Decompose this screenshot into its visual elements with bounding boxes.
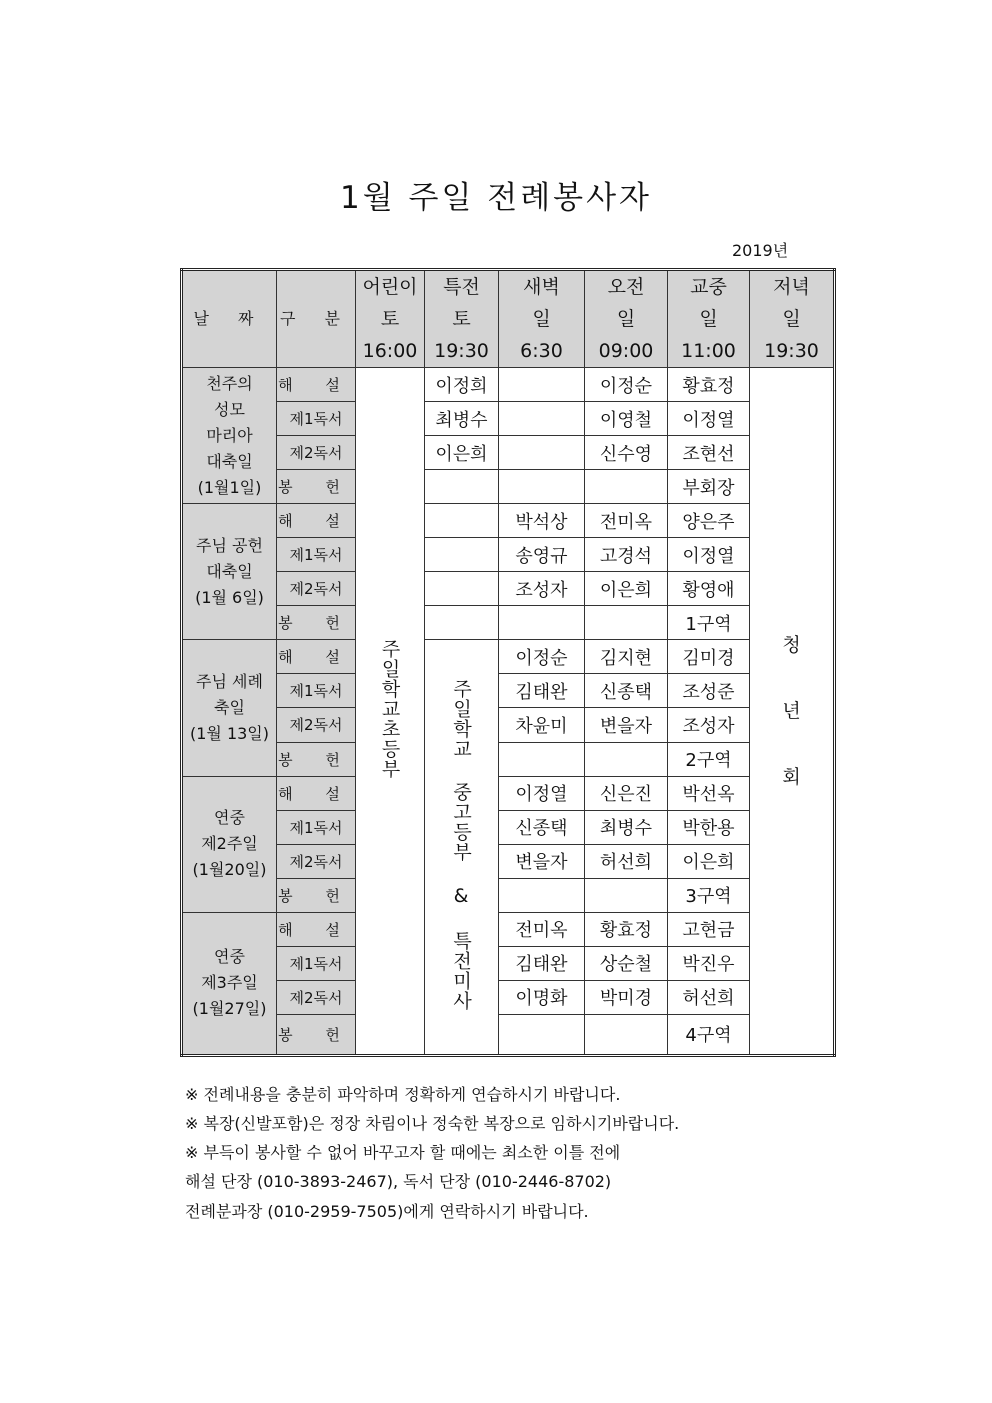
table-row [182,708,835,742]
page-title: 1월 주일 전례봉사자 [340,180,652,216]
cell-main: 양은주 [668,504,750,538]
table-row [182,368,835,402]
cell-main: 부회장 [668,470,750,504]
cell-dawn [499,402,585,436]
role-offering: 봉 헌 [277,606,356,640]
table-row [182,1014,835,1055]
cell-morning: 이영철 [585,402,668,436]
cell-main: 황효정 [668,368,750,402]
cell-morning: 상순철 [585,946,668,980]
cell-saturday [425,606,499,640]
role-reader1: 제1독서 [277,538,356,572]
cell-dawn [499,368,585,402]
table-row [182,776,835,810]
cell-main: 이은희 [668,844,750,878]
cell-main: 고현금 [668,912,750,946]
cell-main: 김미경 [668,640,750,674]
cell-dawn: 이정순 [499,640,585,674]
cell-morning: 박미경 [585,980,668,1014]
role-offering: 봉 헌 [277,1014,356,1055]
cell-morning: 김지현 [585,640,668,674]
table-row [182,606,835,640]
children-mass-label: 주일학교초등부 [378,639,401,779]
children-mass-merged [356,368,425,1056]
cell-dawn: 조성자 [499,572,585,606]
cell-main: 박한용 [668,810,750,844]
table-row [182,504,835,538]
cell-saturday: 이정희 [425,368,499,402]
table-row [182,742,835,776]
cell-main: 박선옥 [668,776,750,810]
cell-morning [585,878,668,912]
role-commentary: 해 설 [277,640,356,674]
role-offering: 봉 헌 [277,878,356,912]
table-row [182,878,835,912]
date-cell: 주님 공헌 대축일 (1월 6일) [182,504,277,640]
cell-morning: 신은진 [585,776,668,810]
note-line: ※ 전례내용을 충분히 파악하며 정확하게 연습하시기 바랍니다. [185,1085,621,1104]
table-row [182,572,835,606]
table-row [182,946,835,980]
header-date: 날 짜 [182,270,277,368]
header-category: 구 분 [277,270,356,368]
role-reader1: 제1독서 [277,946,356,980]
cell-dawn: 신종택 [499,810,585,844]
cell-dawn: 변을자 [499,844,585,878]
role-reader2: 제2독서 [277,708,356,742]
schedule-table [180,268,836,1057]
cell-main: 4구역 [668,1014,750,1055]
cell-morning: 최병수 [585,810,668,844]
cell-dawn: 김태완 [499,674,585,708]
cell-dawn: 박석상 [499,504,585,538]
table-row [182,912,835,946]
role-commentary: 해 설 [277,776,356,810]
header-row [182,270,835,368]
table-row [182,538,835,572]
cell-main: 이정열 [668,402,750,436]
table-row [182,980,835,1014]
cell-dawn: 송영규 [499,538,585,572]
role-reader2: 제2독서 [277,980,356,1014]
cell-dawn [499,1014,585,1055]
note-line: 전례분과장 (010-2959-7505)에게 연락하시기 바랍니다. [185,1202,589,1221]
role-reader2: 제2독서 [277,436,356,470]
cell-morning [585,606,668,640]
role-commentary: 해 설 [277,504,356,538]
cell-morning [585,1014,668,1055]
cell-morning: 황효정 [585,912,668,946]
evening-mass-merged: 청 년 회 [750,368,835,1056]
note-line: ※ 부득이 봉사할 수 없어 바꾸고자 할 때에는 최소한 이틀 전에 [185,1143,621,1162]
cell-main: 박진우 [668,946,750,980]
role-offering: 봉 헌 [277,470,356,504]
cell-dawn [499,470,585,504]
cell-saturday [425,470,499,504]
cell-main: 1구역 [668,606,750,640]
cell-morning: 전미옥 [585,504,668,538]
cell-saturday [425,504,499,538]
cell-saturday: 최병수 [425,402,499,436]
cell-morning [585,470,668,504]
date-cell: 연중 제2주일 (1월20일) [182,776,277,912]
header-mass-children: 어린이 토 16:00 [356,270,425,368]
note-line: 해설 단장 (010-3893-2467), 독서 단장 (010-2446-8702) [185,1172,612,1191]
date-cell: 주님 세례 축일 (1월 13일) [182,640,277,776]
cell-morning: 이정순 [585,368,668,402]
role-commentary: 해 설 [277,912,356,946]
cell-morning: 변을자 [585,708,668,742]
cell-main: 3구역 [668,878,750,912]
cell-main: 허선희 [668,980,750,1014]
cell-morning [585,742,668,776]
table-row [182,810,835,844]
cell-main: 황영애 [668,572,750,606]
header-mass-saturday: 특전 토 19:30 [425,270,499,368]
cell-dawn [499,742,585,776]
cell-main: 조성자 [668,708,750,742]
role-commentary: 해 설 [277,368,356,402]
date-cell: 연중 제3주일 (1월27일) [182,912,277,1055]
role-reader2: 제2독서 [277,572,356,606]
role-reader2: 제2독서 [277,844,356,878]
cell-morning: 이은희 [585,572,668,606]
cell-dawn: 차윤미 [499,708,585,742]
cell-main: 조성준 [668,674,750,708]
table-row [182,436,835,470]
cell-dawn: 이정열 [499,776,585,810]
cell-morning: 고경석 [585,538,668,572]
cell-dawn [499,878,585,912]
cell-morning: 신수영 [585,436,668,470]
table-row [182,470,835,504]
cell-morning: 신종택 [585,674,668,708]
note-line: ※ 복장(신발포함)은 정장 차림이나 정숙한 복장으로 임하시기바랍니다. [185,1114,680,1133]
notes [185,1080,905,1228]
cell-dawn: 김태완 [499,946,585,980]
cell-main: 이정열 [668,538,750,572]
cell-dawn [499,436,585,470]
table-row [182,844,835,878]
cell-saturday: 이은희 [425,436,499,470]
cell-dawn: 전미옥 [499,912,585,946]
cell-morning: 허선희 [585,844,668,878]
role-reader1: 제1독서 [277,402,356,436]
saturday-mass-label: 주일학교 중고등부 & 특전미사 [450,679,472,1012]
cell-dawn [499,606,585,640]
header-mass-main: 교중 일 11:00 [668,270,750,368]
role-reader1: 제1독서 [277,674,356,708]
date-cell: 천주의 성모 마리아 대축일 (1월1일) [182,368,277,504]
cell-dawn: 이명화 [499,980,585,1014]
table-row [182,640,835,674]
role-offering: 봉 헌 [277,742,356,776]
table-row [182,674,835,708]
saturday-mass-merged [425,640,499,1056]
cell-main: 2구역 [668,742,750,776]
header-mass-dawn: 새벽 일 6:30 [499,270,585,368]
cell-saturday [425,538,499,572]
cell-main: 조현선 [668,436,750,470]
role-reader1: 제1독서 [277,810,356,844]
table-row [182,402,835,436]
header-mass-morning: 오전 일 09:00 [585,270,668,368]
cell-saturday [425,572,499,606]
year-label: 2019년 [732,241,789,260]
header-mass-evening: 저녁 일 19:30 [750,270,835,368]
